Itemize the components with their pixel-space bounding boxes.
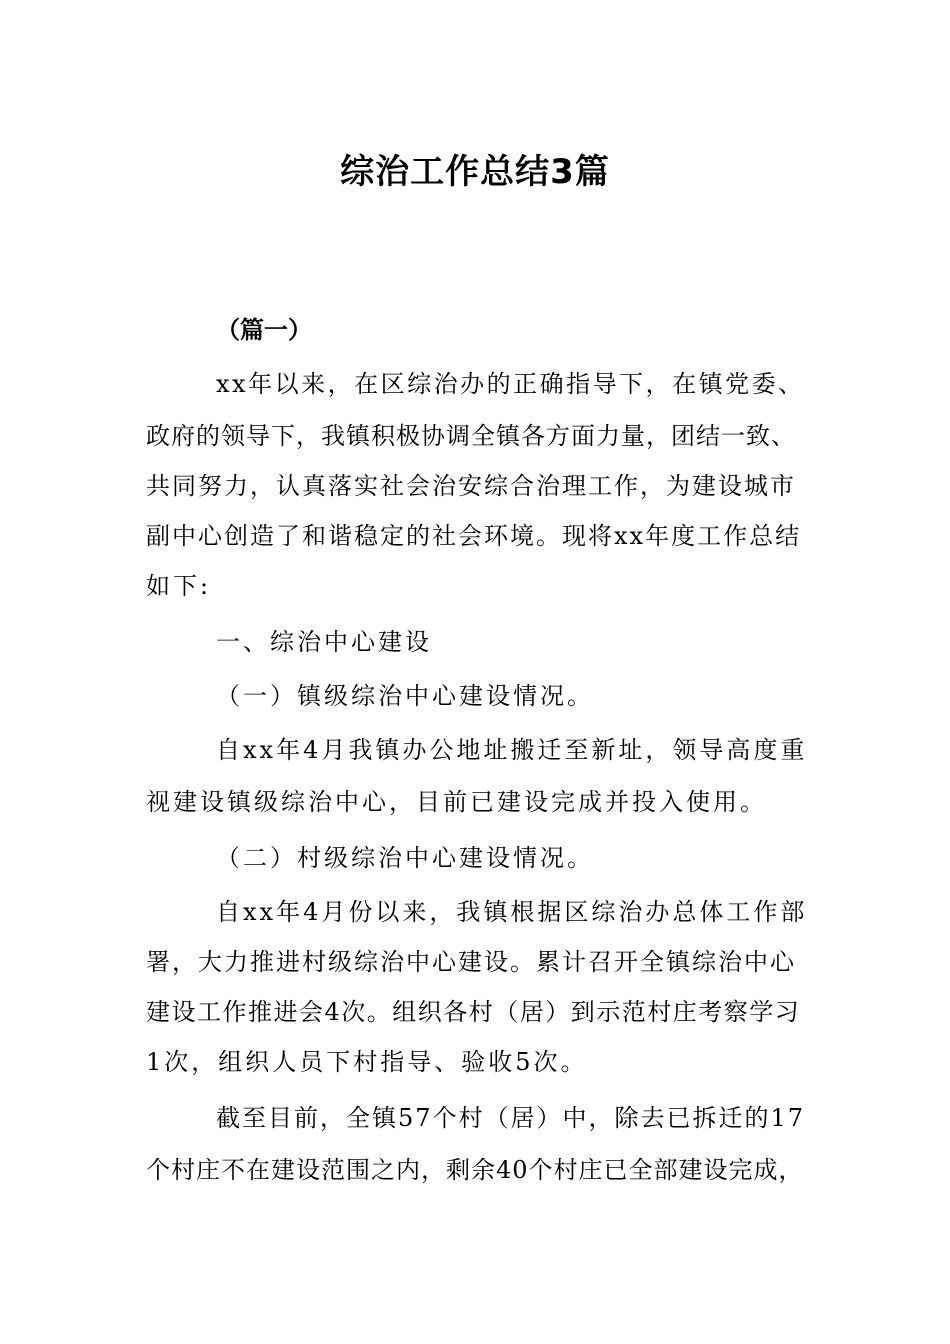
paragraph-line: 自xx年4月份以来，我镇根据区综治办总体工作部 bbox=[216, 898, 808, 926]
document-title: 综治工作总结3篇 bbox=[340, 152, 610, 192]
section-heading: （篇一） bbox=[216, 316, 312, 344]
paragraph-line: 建设工作推进会4次。组织各村（居）到示范村庄考察学习 bbox=[146, 998, 801, 1026]
paragraph-line: 截至目前，全镇57个村（居）中，除去已拆迁的17 bbox=[216, 1104, 806, 1132]
paragraph-line: 署，大力推进村级综治中心建设。累计召开全镇综治中心 bbox=[146, 948, 796, 976]
paragraph-line: 自xx年4月我镇办公地址搬迁至新址，领导高度重 bbox=[216, 736, 808, 764]
subsection-title: （一）镇级综治中心建设情况。 bbox=[216, 682, 594, 710]
paragraph-line: 如下: bbox=[146, 572, 212, 600]
section-title: 一、综治中心建设 bbox=[216, 628, 432, 656]
paragraph-line: 个村庄不在建设范围之内，剩余40个村庄已全部建设完成， bbox=[146, 1156, 804, 1184]
paragraph-line: 政府的领导下，我镇积极协调全镇各方面力量，团结一致、 bbox=[146, 422, 796, 450]
paragraph-line: 视建设镇级综治中心，目前已建设完成并投入使用。 bbox=[146, 788, 767, 816]
paragraph-line: 共同努力，认真落实社会治安综合治理工作，为建设城市 bbox=[146, 472, 796, 500]
paragraph-line: 1次，组织人员下村指导、验收5次。 bbox=[146, 1048, 588, 1076]
subsection-title: （二）村级综治中心建设情况。 bbox=[216, 844, 594, 872]
paragraph-line: 副中心创造了和谐稳定的社会环境。现将xx年度工作总结 bbox=[146, 522, 802, 550]
paragraph-line: xx年以来，在区综治办的正确指导下，在镇党委、 bbox=[216, 370, 805, 398]
